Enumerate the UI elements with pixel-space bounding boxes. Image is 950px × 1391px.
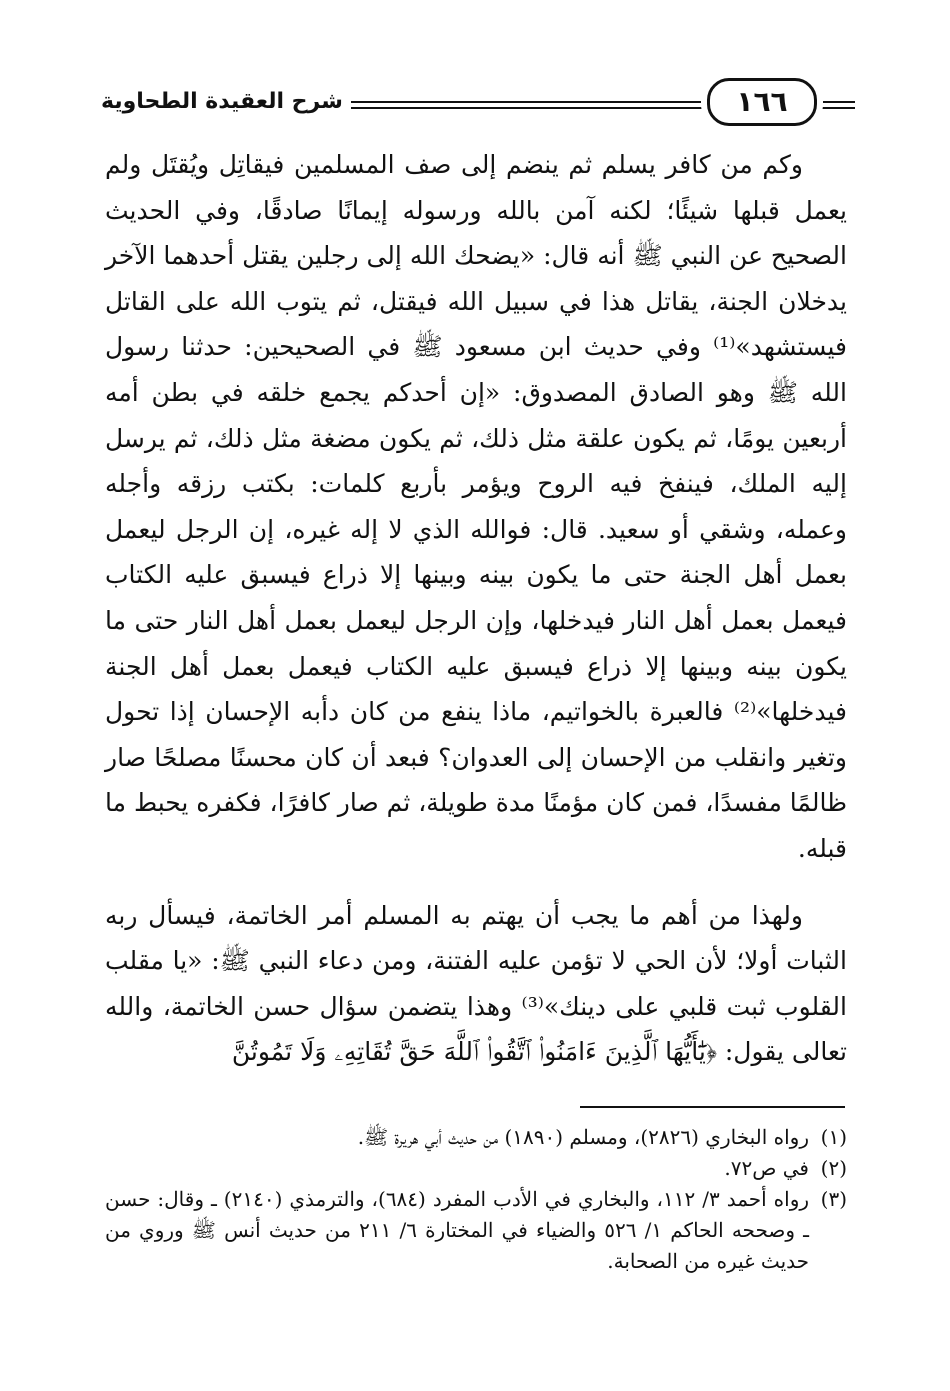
footnote-text: في ص٧٢. bbox=[724, 1156, 809, 1180]
footnote-text: رواه أحمد ٣/ ١١٢، والبخاري في الأدب المفرد (٦٨٤)، والترمذي (٢١٤٠) ـ وقال: حسن ـ وصححه الحاكم ١/ ٥٢٦ والضياء في المختارة ٦/ ٢١١ من حديث أنس ﷺ وروي من حديث غيره من الصحابة. bbox=[105, 1187, 810, 1273]
book-title: شرح العقيدة الطحاوية bbox=[95, 82, 351, 122]
footnote-number: (٣) bbox=[820, 1187, 847, 1211]
main-text bbox=[105, 142, 847, 1075]
paragraph: وكم من كافر يسلم ثم ينضم إلى صف المسلمين فيقاتِل ويُقتَل ولم يعمل قبلها شيئًا؛ لكنه آمن بالله ورسوله إيمانًا صادقًا، وفي الحديث الصحيح عن النبي ﷺ أنه قال: «يضحك الله إلى رجلين يقتل أحدهما الآخر يدخلان الجنة، يقاتل هذا في سبيل الله فيقتل، ثم يتوب الله على القاتل فيستشهد»⁽¹⁾ وفي حديث ابن مسعود ﷺ في الصحيحين: حدثنا رسول الله ﷺ وهو الصادق المصدوق: «إن أحدكم يجمع خلقه في بطن أمه أربعين يومًا، ثم يكون علقة مثل ذلك، ثم يكون مضغة مثل ذلك، ثم يرسل إليه الملك، فينفخ فيه الروح ويؤمر بأربع كلمات: بكتب رزقه وأجله وعمله، وشقي أو سعيد. قال: فوالله الذي لا إله غيره، إن الرجل ليعمل بعمل أهل الجنة حتى ما يكون بينه وبينها إلا ذراع فيسبق عليه الكتاب فيعمل بعمل أهل النار فيدخلها، وإن الرجل ليعمل بعمل أهل النار حتى ما يكون بينه وبينها إلا ذراع فيسبق عليه الكتاب فيعمل بعمل أهل الجنة فيدخلها»⁽²⁾ فالعبرة بالخواتيم، ماذا ينفع من كان دأبه الإحسان إذا تحول وتغير وانقلب من الإحسان إلى العدوان؟ فبعد أن كان محسنًا مصلحًا صار ظالمًا مفسدًا، فمن كان مؤمنًا مدة طويلة، ثم صار كافرًا، فكفره يحبط ما قبله. bbox=[105, 150, 847, 863]
running-header bbox=[95, 70, 855, 134]
footnote-number: (١) bbox=[820, 1125, 847, 1149]
page-number-badge: ١٦٦ bbox=[707, 78, 817, 126]
footnote-number: (٢) bbox=[820, 1156, 847, 1180]
footnote-separator bbox=[580, 1106, 845, 1108]
footnote bbox=[105, 1122, 847, 1153]
paragraph: ولهذا من أهم ما يجب أن يهتم به المسلم أمر الخاتمة، فيسأل ربه الثبات أولا؛ لأن الحي لا تؤمن عليه الفتنة، ومن دعاء النبي ﷺ: «يا مقلب القلوب ثبت قلبي على دينك»⁽³⁾ وهذا يتضمن سؤال حسن الخاتمة، والله تعالى يقول: ﴿يَٰٓأَيُّهَا ٱلَّذِينَ ءَامَنُوا۟ ٱتَّقُوا۟ ٱللَّهَ حَقَّ تُقَاتِهِۦ وَلَا تَمُوتُنَّ bbox=[105, 900, 847, 1067]
footnote-text: رواه البخاري (٢٨٢٦)، ومسلم (١٨٩٠) من حديث أبي هريرة ﷺ. bbox=[357, 1125, 809, 1149]
footnotes bbox=[105, 1122, 847, 1277]
footnote bbox=[105, 1153, 847, 1184]
footnote bbox=[105, 1184, 847, 1277]
